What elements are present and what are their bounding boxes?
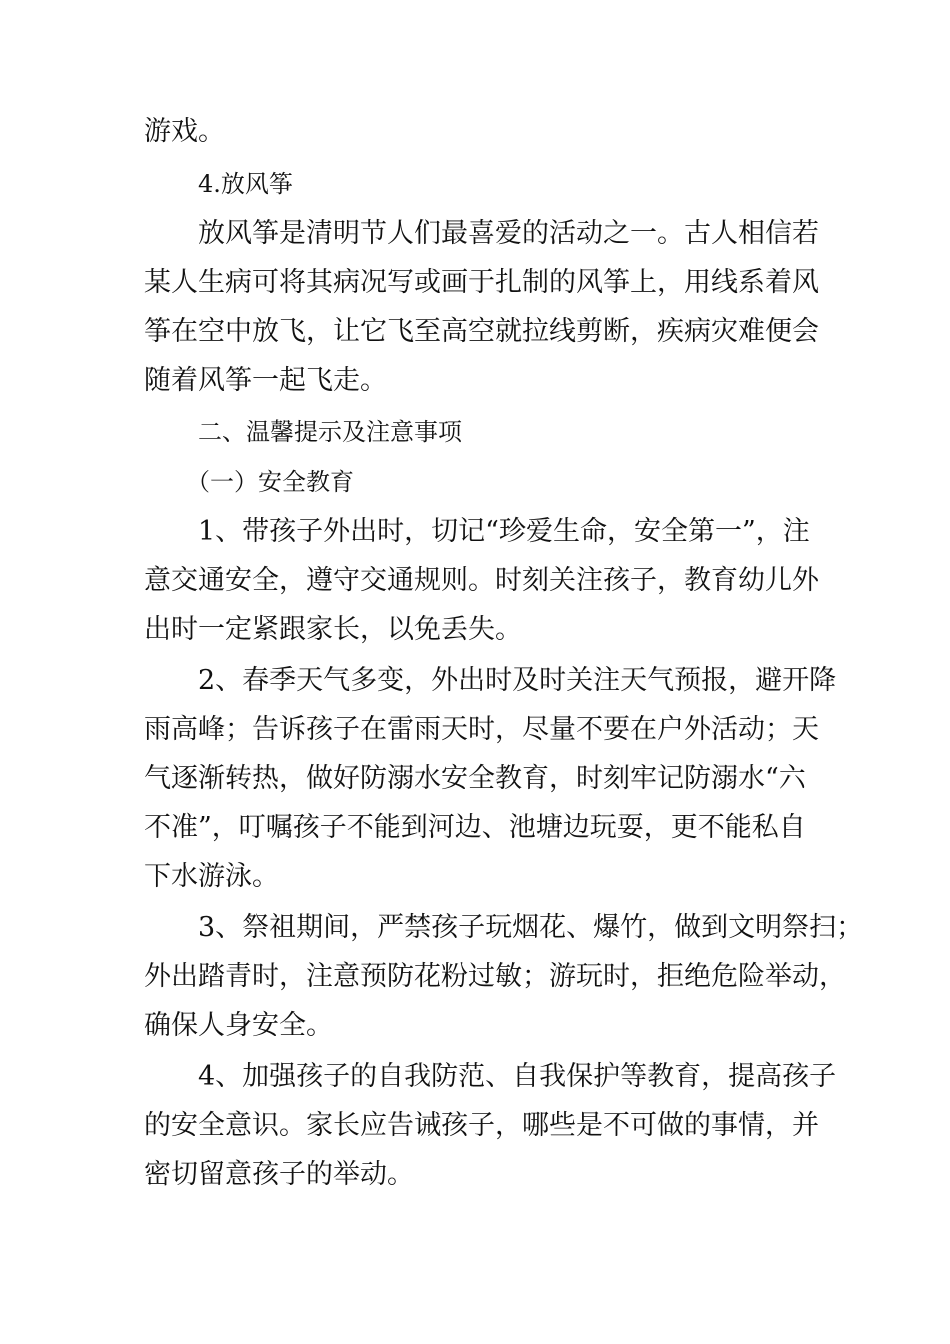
text-line-11: 出时一定紧跟家长，以免丢失。 (144, 614, 522, 645)
text-line-10: 意交通安全，遵守交通规则。时刻关注孩子，教育幼儿外 (144, 565, 819, 596)
text-line-9: 1、带孩子外出时，切记“珍爱生命，安全第一”，注 (198, 516, 810, 547)
text-line-18: 外出踏青时，注意预防花粉过敏；游玩时，拒绝危险举动， (144, 961, 846, 992)
section-heading-kite: 4.放风筝 (198, 170, 293, 198)
text-line-16: 下水游泳。 (144, 861, 279, 892)
text-line-4: 某人生病可将其病况写或画于扎制的风筝上，用线系着风 (144, 267, 819, 298)
text-line-6: 随着风筝一起飞走。 (144, 365, 387, 396)
text-line-14: 气逐渐转热，做好防溺水安全教育，时刻牢记防溺水“六 (144, 763, 806, 794)
text-line-1: 游戏。 (144, 116, 225, 147)
text-line-21: 的安全意识。家长应告诫孩子，哪些是不可做的事情，并 (144, 1110, 819, 1141)
text-line-20: 4、加强孩子的自我防范、自我保护等教育，提高孩子 (198, 1061, 837, 1092)
text-line-15: 不准”，叮嘱孩子不能到河边、池塘边玩耍，更不能私自 (144, 812, 806, 843)
text-line-5: 筝在空中放飞，让它飞至高空就拉线剪断，疾病灾难便会 (144, 316, 819, 347)
text-line-12: 2、春季天气多变，外出时及时关注天气预报，避开降 (198, 665, 837, 696)
subsection-heading-safety: （一）安全教育 (186, 468, 354, 496)
section-heading-tips: 二、温馨提示及注意事项 (198, 418, 462, 446)
text-line-3: 放风筝是清明节人们最喜爱的活动之一。古人相信若 (198, 218, 819, 249)
text-line-17: 3、祭祖期间，严禁孩子玩烟花、爆竹，做到文明祭扫； (198, 912, 864, 943)
text-line-19: 确保人身安全。 (144, 1010, 333, 1041)
text-line-22: 密切留意孩子的举动。 (144, 1159, 414, 1190)
text-line-13: 雨高峰；告诉孩子在雷雨天时，尽量不要在户外活动；天 (144, 714, 819, 745)
